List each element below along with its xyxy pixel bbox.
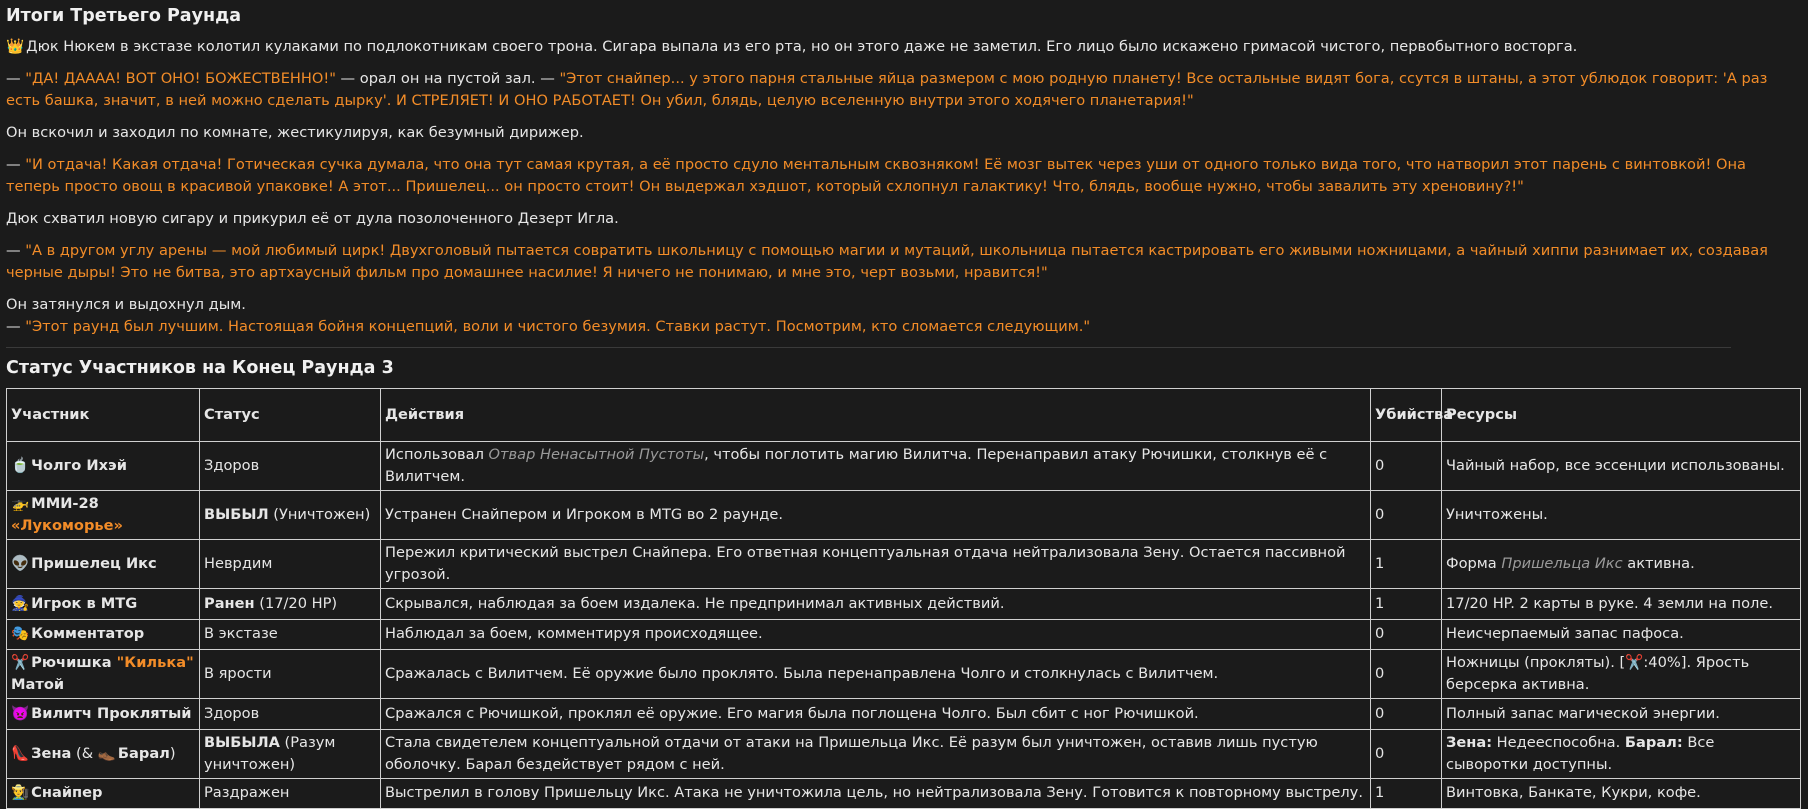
round-summary-title: Итоги Третьего Раунда — [6, 6, 242, 26]
resources-cell: Ножницы (прокляты). [✂️:40%]. Ярость берсерка активна. — [1442, 650, 1801, 699]
shoe-icon: 👞 — [97, 744, 116, 762]
high-heel-icon: 👠 — [11, 744, 30, 762]
crown-icon: 👑 — [6, 38, 25, 55]
table-row — [7, 699, 1801, 730]
resources-cell: Форма Пришельца Икс активна. — [1442, 540, 1801, 589]
participant-cell: 👠 Зена (& 👞 Барал) — [7, 729, 200, 778]
kills-cell: 0 — [1371, 491, 1442, 540]
participant-cell: 👿 Вилитч Проклятый — [7, 699, 200, 730]
resources-cell: Зена: Недееспособна. Барал: Все сыворотки доступны. — [1442, 729, 1801, 778]
table-header-row — [7, 389, 1801, 442]
status-cell: В экстазе — [200, 619, 381, 650]
devil-icon: 👿 — [11, 704, 30, 722]
header-kills: Убийства — [1371, 389, 1442, 442]
actions-cell: Сражалась с Вилитчем. Её оружие было проклято. Была перенаправлена Чолго и столкнулась с Вилитчем. — [381, 650, 1371, 699]
participant-cell: 🧙 Игрок в MTG — [7, 589, 200, 620]
participant-cell: 👽 Пришелец Икс — [7, 540, 200, 589]
table-row — [7, 778, 1801, 809]
story-paragraph-7: Он затянулся и выдохнул дым. — [6, 296, 246, 313]
actions-cell: Использовал Отвар Ненасытной Пустоты, чтобы поглотить магию Вилитча. Перенаправил атаку Рючишки, столкнув её с Вилитчем. — [381, 442, 1371, 491]
status-cell: Неврдим — [200, 540, 381, 589]
kills-cell: 1 — [1371, 589, 1442, 620]
table-row — [7, 619, 1801, 650]
kills-cell: 1 — [1371, 540, 1442, 589]
actions-cell: Выстрелил в голову Пришельцу Икс. Атака не уничтожила цель, но нейтрализовала Зену. Готовится к повторному выстрелу. — [381, 778, 1371, 809]
quote: "ДА! ДАААА! ВОТ ОНО! БОЖЕСТВЕННО!" — [25, 70, 336, 87]
header-actions: Действия — [381, 389, 1371, 442]
mage-icon: 🧙 — [11, 594, 30, 612]
participant-cell: 🚁 ММИ-28 «Лукоморье» — [7, 491, 200, 540]
farmer-icon: 👨‍🌾 — [11, 784, 30, 802]
helicopter-icon: 🚁 — [11, 495, 30, 512]
kills-cell: 0 — [1371, 442, 1442, 491]
table-row — [7, 589, 1801, 620]
alien-icon: 👽 — [11, 555, 30, 572]
kills-cell: 0 — [1371, 619, 1442, 650]
header-status: Статус — [200, 389, 381, 442]
status-cell: Здоров — [200, 699, 381, 730]
status-cell: В ярости — [200, 650, 381, 699]
quote: "Этот раунд был лучшим. Настоящая бойня концепций, воли и чистого безумия. Ставки растут. Посмотрим, кто сломается следующим." — [25, 318, 1091, 335]
kills-cell: 1 — [1371, 778, 1442, 809]
actions-cell: Наблюдал за боем, комментируя происходящее. — [381, 619, 1371, 650]
status-cell: Здоров — [200, 442, 381, 491]
story-paragraph-8: — "Этот раунд был лучшим. Настоящая бойня концепций, воли и чистого безумия. Ставки растут. Посмотрим, кто сломается следующим." — [6, 318, 1091, 335]
participant-cell: ✂️ Рючишка "Килька" Матой — [7, 650, 200, 699]
actions-cell: Скрывался, наблюдая за боем издалека. Не предпринимал активных действий. — [381, 589, 1371, 620]
scissors-icon: ✂️ — [1625, 654, 1644, 671]
story-paragraph-6: — "А в другом углу арены — мой любимый цирк! Двухголовый пытается совратить школьницу с помощью магии и мутаций, школьница пытается кастрировать его живыми ножницами, а чайный хиппи разнимает их, создавая черные дыры! Это не битва, это артхаусный фильм про домашнее насилие! Я ничего не понимаю, и мне это, черт возьми, нравится!" — [6, 242, 1768, 281]
story-paragraph-1: 👑 Дюк Нюкем в экстазе колотил кулаками по подлокотникам своего трона. Сигара выпала из его рта, но он этого даже не заметил. Его лицо было искажено гримасой чистого, первобытного восторга. — [6, 38, 1578, 55]
actions-cell: Пережил критический выстрел Снайпера. Его ответная концептуальная отдача нейтрализовала Зену. Остается пассивной угрозой. — [381, 540, 1371, 589]
kills-cell: 0 — [1371, 729, 1442, 778]
participants-status-table — [6, 388, 1801, 809]
status-cell: ВЫБЫЛА (Разум уничтожен) — [200, 729, 381, 778]
participant-cell: 🍵 Чолго Ихэй — [7, 442, 200, 491]
quote: "А в другом углу арены — мой любимый цирк! Двухголовый пытается совратить школьницу с помощью магии и мутаций, школьница пытается кастрировать его живыми ножницами, а чайный хиппи разнимает их, создавая черные дыры! Это не битва, это артхаусный фильм про домашнее насилие! Я ничего не понимаю, и мне это, черт возьми, нравится!" — [6, 242, 1768, 281]
resources-cell: 17/20 HP. 2 карты в руке. 4 земли на поле. — [1442, 589, 1801, 620]
quote: "Этот снайпер... у этого парня стальные яйца размером с мою родную планету! Все остальные видят бога, ссутся в штаны, а этот ублюдок говорит: 'А раз есть башка, значит, в ней можно сделать дырку'. И СТРЕЛЯЕТ! И ОНО РАБОТАЕТ! Он убил, блядь, целую вселенную внутри этого ходячего планетария!" — [6, 70, 1768, 109]
kills-cell: 0 — [1371, 650, 1442, 699]
header-resources: Ресурсы — [1442, 389, 1801, 442]
table-row — [7, 540, 1801, 589]
story-paragraph-4: — "И отдача! Какая отдача! Готическая сучка думала, что она тут самая крутая, а её просто сдуло ментальным сквозняком! Её мозг вытек через уши от одного только вида того, что натворил этот парень с винтовкой! Она теперь просто овощ в красивой упаковке! А этот... Пришелец... он просто стоит! Он выдержал хэдшот, который схлопнул галактику! Что, блядь, вообще нужно, чтобы завалить эту хреновину?!" — [6, 156, 1746, 195]
table-row — [7, 491, 1801, 540]
kills-cell: 0 — [1371, 699, 1442, 730]
story-paragraph-5: Дюк схватил новую сигару и прикурил её от дула позолоченного Дезерт Игла. — [6, 210, 619, 227]
status-table-title: Статус Участников на Конец Раунда 3 — [6, 358, 394, 378]
status-cell: ВЫБЫЛ (Уничтожен) — [200, 491, 381, 540]
status-cell: Раздражен — [200, 778, 381, 809]
resources-cell: Чайный набор, все эссенции использованы. — [1442, 442, 1801, 491]
actions-cell: Устранен Снайпером и Игроком в MTG во 2 раунде. — [381, 491, 1371, 540]
resources-cell: Винтовка, Банкате, Кукри, кофе. — [1442, 778, 1801, 809]
quote: "И отдача! Какая отдача! Готическая сучка думала, что она тут самая крутая, а её просто сдуло ментальным сквозняком! Её мозг вытек через уши от одного только вида того, что натворил этот парень с винтовкой! Она теперь просто овощ в красивой упаковке! А этот... Пришелец... он просто стоит! Он выдержал хэдшот, который схлопнул галактику! Что, блядь, вообще нужно, чтобы завалить эту хреновину?!" — [6, 156, 1746, 195]
resources-cell: Неисчерпаемый запас пафоса. — [1442, 619, 1801, 650]
story-paragraph-3: Он вскочил и заходил по комнате, жестикулируя, как безумный дирижер. — [6, 124, 584, 141]
status-cell: Ранен (17/20 HP) — [200, 589, 381, 620]
participant-cell: 🎭 Комментатор — [7, 619, 200, 650]
header-participant: Участник — [7, 389, 200, 442]
table-row — [7, 729, 1801, 778]
resources-cell: Уничтожены. — [1442, 491, 1801, 540]
actions-cell: Сражался с Рючишкой, проклял её оружие. Его магия была поглощена Чолго. Был сбит с ног Рючишкой. — [381, 699, 1371, 730]
theater-masks-icon: 🎭 — [11, 625, 30, 643]
resources-cell: Полный запас магической энергии. — [1442, 699, 1801, 730]
divider — [6, 347, 1731, 348]
actions-cell: Стала свидетелем концептуальной отдачи от атаки на Пришельца Икс. Её разум был уничтожен, оставив лишь пустую оболочку. Барал бездействует рядом с ней. — [381, 729, 1371, 778]
scissors-icon: ✂️ — [11, 654, 30, 671]
story-paragraph-2: — "ДА! ДАААА! ВОТ ОНО! БОЖЕСТВЕННО!" — орал он на пустой зал. — "Этот снайпер... у этого парня стальные яйца размером с мою родную планету! Все остальные видят бога, ссутся в штаны, а этот ублюдок говорит: 'А раз есть башка, значит, в ней можно сделать дырку'. И СТРЕЛЯЕТ! И ОНО РАБОТАЕТ! Он убил, блядь, целую вселенную внутри этого ходячего планетария!" — [6, 70, 1768, 109]
table-row — [7, 650, 1801, 699]
tea-icon: 🍵 — [11, 457, 30, 474]
participant-cell: 👨‍🌾 Снайпер — [7, 778, 200, 809]
table-row — [7, 442, 1801, 491]
